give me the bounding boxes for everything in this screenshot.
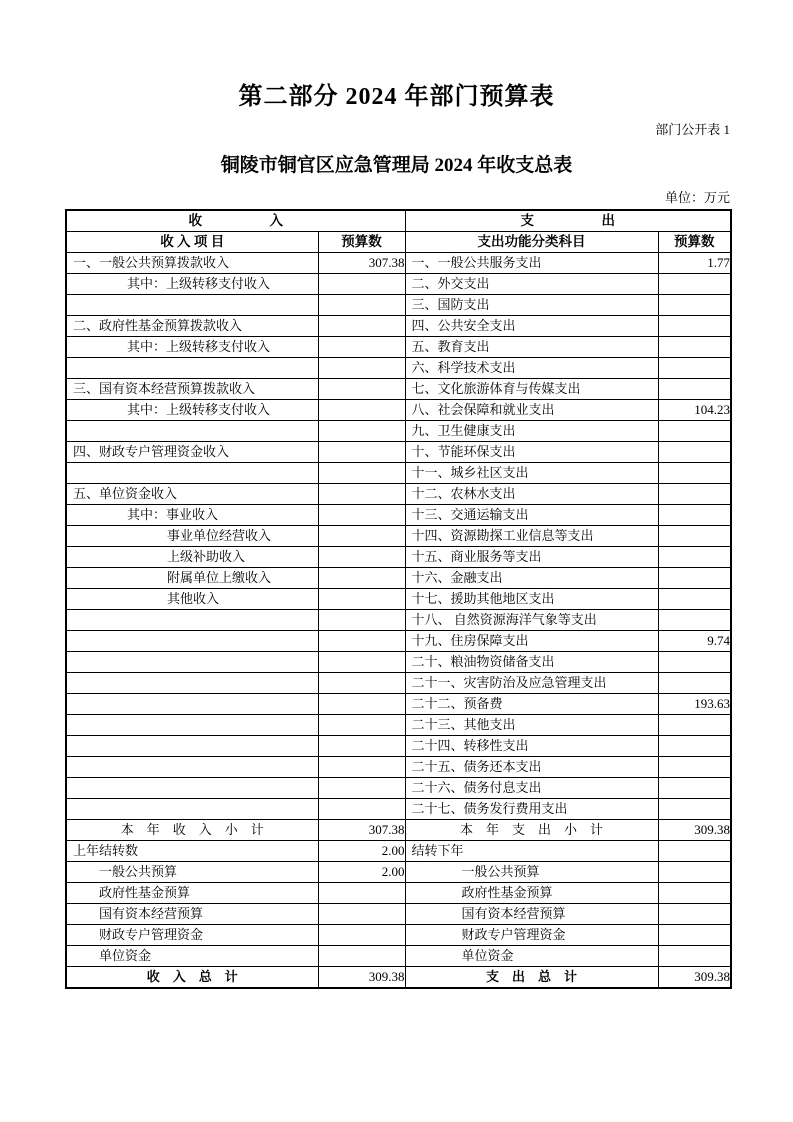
income-value-cell	[318, 694, 405, 715]
income-value-cell	[318, 925, 405, 946]
expense-value-cell	[658, 778, 731, 799]
income-value-cell	[318, 379, 405, 400]
expense-value-cell: 9.74	[658, 631, 731, 652]
expense-item-cell: 支 出 总 计	[405, 967, 658, 989]
income-item-cell	[66, 610, 318, 631]
expense-item-cell: 十六、金融支出	[405, 568, 658, 589]
expense-item-cell: 二十七、债务发行费用支出	[405, 799, 658, 820]
table-row	[66, 421, 731, 442]
table-row	[66, 484, 731, 505]
table-row	[66, 736, 731, 757]
income-group-header: 收 入	[66, 210, 405, 232]
expense-item-cell: 四、公共安全支出	[405, 316, 658, 337]
expense-item-cell: 十三、交通运输支出	[405, 505, 658, 526]
table-row	[66, 883, 731, 904]
income-item-cell	[66, 799, 318, 820]
expense-item-cell: 十七、援助其他地区支出	[405, 589, 658, 610]
table-row	[66, 694, 731, 715]
income-value-cell	[318, 463, 405, 484]
table-group-header-row	[66, 210, 731, 232]
expense-value-cell	[658, 505, 731, 526]
income-item-cell	[66, 295, 318, 316]
expense-budget-column-header: 预算数	[658, 232, 731, 253]
expense-value-cell	[658, 610, 731, 631]
income-item-cell	[66, 358, 318, 379]
table-row	[66, 358, 731, 379]
expense-value-cell	[658, 946, 731, 967]
expense-item-cell: 三、国防支出	[405, 295, 658, 316]
expense-item-cell: 十八、 自然资源海洋气象等支出	[405, 610, 658, 631]
unit-note: 单位：万元	[664, 190, 730, 205]
income-item-cell	[66, 673, 318, 694]
table-row	[66, 316, 731, 337]
expense-item-cell: 十一、城乡社区支出	[405, 463, 658, 484]
budget-summary-table	[65, 209, 732, 989]
income-item-cell	[66, 757, 318, 778]
table-row	[66, 400, 731, 421]
income-value-cell	[318, 589, 405, 610]
expense-item-cell: 财政专户管理资金	[405, 925, 658, 946]
expense-value-cell	[658, 862, 731, 883]
expense-item-cell: 十五、商业服务等支出	[405, 547, 658, 568]
table-row	[66, 904, 731, 925]
expense-value-cell	[658, 484, 731, 505]
table-row	[66, 946, 731, 967]
table-row	[66, 757, 731, 778]
expense-value-cell	[658, 715, 731, 736]
expense-item-cell: 二、外交支出	[405, 274, 658, 295]
table-row	[66, 967, 731, 989]
expense-item-cell: 二十、粮油物资储备支出	[405, 652, 658, 673]
income-value-cell	[318, 883, 405, 904]
income-item-cell: 一、一般公共预算拨款收入	[66, 253, 318, 274]
income-value-cell	[318, 505, 405, 526]
table-row	[66, 610, 731, 631]
expense-value-cell: 1.77	[658, 253, 731, 274]
expense-value-cell	[658, 841, 731, 862]
income-value-cell	[318, 946, 405, 967]
income-value-cell	[318, 442, 405, 463]
table-row	[66, 463, 731, 484]
income-value-cell: 2.00	[318, 841, 405, 862]
income-value-cell	[318, 757, 405, 778]
expense-value-cell	[658, 379, 731, 400]
income-item-cell: 五、单位资金收入	[66, 484, 318, 505]
table-row	[66, 652, 731, 673]
income-value-cell: 2.00	[318, 862, 405, 883]
expense-item-cell: 十四、资源勘探工业信息等支出	[405, 526, 658, 547]
expense-item-cell: 九、卫生健康支出	[405, 421, 658, 442]
table-row	[66, 631, 731, 652]
income-value-cell	[318, 274, 405, 295]
table-row	[66, 505, 731, 526]
expense-item-cell: 十、节能环保支出	[405, 442, 658, 463]
income-value-cell	[318, 610, 405, 631]
expense-item-cell: 单位资金	[405, 946, 658, 967]
expense-group-header: 支 出	[405, 210, 731, 232]
income-item-cell: 一般公共预算	[66, 862, 318, 883]
income-item-cell: 政府性基金预算	[66, 883, 318, 904]
expense-value-cell	[658, 799, 731, 820]
table-row	[66, 379, 731, 400]
expense-item-cell: 二十五、债务还本支出	[405, 757, 658, 778]
table-row	[66, 925, 731, 946]
table-row	[66, 295, 731, 316]
expense-value-cell: 104.23	[658, 400, 731, 421]
income-item-cell: 上级补助收入	[66, 547, 318, 568]
table-column-header-row	[66, 232, 731, 253]
expense-item-cell: 七、文化旅游体育与传媒支出	[405, 379, 658, 400]
income-item-cell	[66, 715, 318, 736]
income-item-cell: 本 年 收 入 小 计	[66, 820, 318, 841]
income-item-cell	[66, 778, 318, 799]
expense-item-cell: 政府性基金预算	[405, 883, 658, 904]
income-item-cell: 其中：上级转移支付收入	[66, 274, 318, 295]
table-row	[66, 715, 731, 736]
table-row	[66, 799, 731, 820]
income-value-cell	[318, 652, 405, 673]
income-item-cell: 其中：上级转移支付收入	[66, 400, 318, 421]
income-value-cell	[318, 484, 405, 505]
income-value-cell	[318, 421, 405, 442]
table-title: 铜陵市铜官区应急管理局 2024 年收支总表	[220, 155, 573, 176]
table-row	[66, 820, 731, 841]
expense-item-cell: 结转下年	[405, 841, 658, 862]
expense-value-cell	[658, 295, 731, 316]
income-item-cell: 财政专户管理资金	[66, 925, 318, 946]
expense-item-cell: 本 年 支 出 小 计	[405, 820, 658, 841]
income-item-cell	[66, 694, 318, 715]
income-value-cell	[318, 715, 405, 736]
income-value-cell: 307.38	[318, 820, 405, 841]
income-item-cell: 其中：事业收入	[66, 505, 318, 526]
income-value-cell	[318, 400, 405, 421]
income-value-cell	[318, 547, 405, 568]
income-item-cell: 二、政府性基金预算拨款收入	[66, 316, 318, 337]
expense-item-cell: 二十二、预备费	[405, 694, 658, 715]
expense-value-cell	[658, 526, 731, 547]
expense-value-cell	[658, 442, 731, 463]
expense-value-cell: 193.63	[658, 694, 731, 715]
expense-item-cell: 十二、农林水支出	[405, 484, 658, 505]
expense-item-cell: 八、社会保障和就业支出	[405, 400, 658, 421]
income-value-cell: 307.38	[318, 253, 405, 274]
expense-value-cell	[658, 274, 731, 295]
table-row	[66, 526, 731, 547]
income-value-cell	[318, 337, 405, 358]
expense-value-cell	[658, 358, 731, 379]
income-item-cell: 单位资金	[66, 946, 318, 967]
income-value-cell	[318, 526, 405, 547]
income-value-cell	[318, 358, 405, 379]
table-tag: 部门公开表 1	[655, 122, 730, 137]
table-row	[66, 253, 731, 274]
expense-value-cell	[658, 673, 731, 694]
expense-item-column-header: 支出功能分类科目	[405, 232, 658, 253]
budget-table-body	[66, 253, 731, 989]
expense-value-cell	[658, 547, 731, 568]
table-row	[66, 547, 731, 568]
table-row	[66, 589, 731, 610]
income-item-cell	[66, 421, 318, 442]
income-item-cell: 上年结转数	[66, 841, 318, 862]
income-value-cell	[318, 673, 405, 694]
expense-item-cell: 二十六、债务付息支出	[405, 778, 658, 799]
income-value-cell	[318, 295, 405, 316]
table-row	[66, 841, 731, 862]
income-value-cell	[318, 904, 405, 925]
income-item-column-header: 收 入 项 目	[66, 232, 318, 253]
expense-value-cell	[658, 925, 731, 946]
income-value-cell	[318, 778, 405, 799]
page-title: 第二部分 2024 年部门预算表	[238, 84, 555, 110]
income-item-cell: 事业单位经营收入	[66, 526, 318, 547]
expense-value-cell	[658, 421, 731, 442]
expense-value-cell	[658, 904, 731, 925]
expense-item-cell: 二十一、灾害防治及应急管理支出	[405, 673, 658, 694]
income-item-cell: 三、国有资本经营预算拨款收入	[66, 379, 318, 400]
expense-value-cell	[658, 568, 731, 589]
income-item-cell: 收 入 总 计	[66, 967, 318, 989]
table-row	[66, 778, 731, 799]
expense-value-cell	[658, 883, 731, 904]
table-row	[66, 673, 731, 694]
income-value-cell	[318, 568, 405, 589]
expense-value-cell	[658, 316, 731, 337]
expense-value-cell	[658, 757, 731, 778]
expense-item-cell: 二十三、其他支出	[405, 715, 658, 736]
income-item-cell	[66, 652, 318, 673]
expense-item-cell: 一般公共预算	[405, 862, 658, 883]
expense-item-cell: 一、一般公共服务支出	[405, 253, 658, 274]
expense-value-cell	[658, 652, 731, 673]
expense-value-cell	[658, 736, 731, 757]
income-value-cell	[318, 631, 405, 652]
expense-value-cell	[658, 463, 731, 484]
expense-item-cell: 国有资本经营预算	[405, 904, 658, 925]
expense-item-cell: 六、科学技术支出	[405, 358, 658, 379]
income-value-cell	[318, 736, 405, 757]
income-item-cell: 四、财政专户管理资金收入	[66, 442, 318, 463]
income-item-cell	[66, 631, 318, 652]
income-item-cell: 其中：上级转移支付收入	[66, 337, 318, 358]
income-item-cell	[66, 736, 318, 757]
expense-value-cell	[658, 589, 731, 610]
table-row	[66, 442, 731, 463]
income-item-cell: 附属单位上缴收入	[66, 568, 318, 589]
table-row	[66, 568, 731, 589]
table-row	[66, 274, 731, 295]
income-value-cell: 309.38	[318, 967, 405, 989]
income-item-cell: 国有资本经营预算	[66, 904, 318, 925]
expense-value-cell: 309.38	[658, 967, 731, 989]
table-row	[66, 337, 731, 358]
table-row	[66, 862, 731, 883]
income-item-cell	[66, 463, 318, 484]
expense-value-cell	[658, 337, 731, 358]
expense-item-cell: 十九、住房保障支出	[405, 631, 658, 652]
expense-item-cell: 五、教育支出	[405, 337, 658, 358]
expense-item-cell: 二十四、转移性支出	[405, 736, 658, 757]
income-value-cell	[318, 799, 405, 820]
income-budget-column-header: 预算数	[318, 232, 405, 253]
income-item-cell: 其他收入	[66, 589, 318, 610]
income-value-cell	[318, 316, 405, 337]
expense-value-cell: 309.38	[658, 820, 731, 841]
